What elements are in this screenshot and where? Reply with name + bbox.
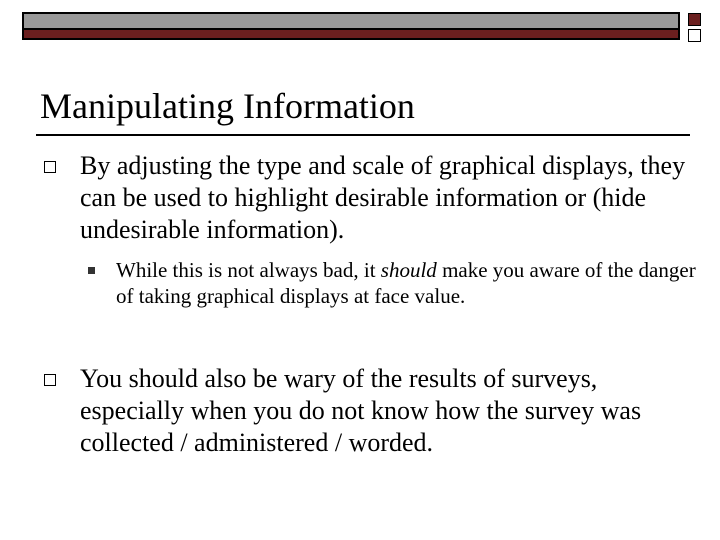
bullet-text: By adjusting the type and scale of graphical displays, they can be used to highlight desirable information or (hide undesirable information).	[80, 151, 686, 244]
header-bar	[22, 12, 680, 30]
sub-bullet-text-after: make you aware of the danger of taking graphical displays at face value.	[116, 258, 696, 308]
sub-bullet-text-before: While this is not always bad, it	[116, 258, 381, 282]
hollow-square-bullet-icon	[44, 374, 56, 386]
filled-square-bullet-icon	[88, 267, 95, 274]
sub-bullet-text	[116, 257, 696, 309]
hollow-square-bullet-icon	[44, 161, 56, 173]
hollow-square-icon	[688, 29, 701, 42]
bullet-text: You should also be wary of the results of surveys, especially when you do not know how the survey was collected / administered / worded.	[80, 364, 642, 457]
header-accent-bar	[22, 30, 680, 40]
title-divider	[36, 134, 690, 136]
slide-title: Manipulating Information	[40, 86, 415, 126]
filled-square-icon	[688, 13, 701, 26]
sub-bullet-emphasis: should	[380, 258, 437, 282]
